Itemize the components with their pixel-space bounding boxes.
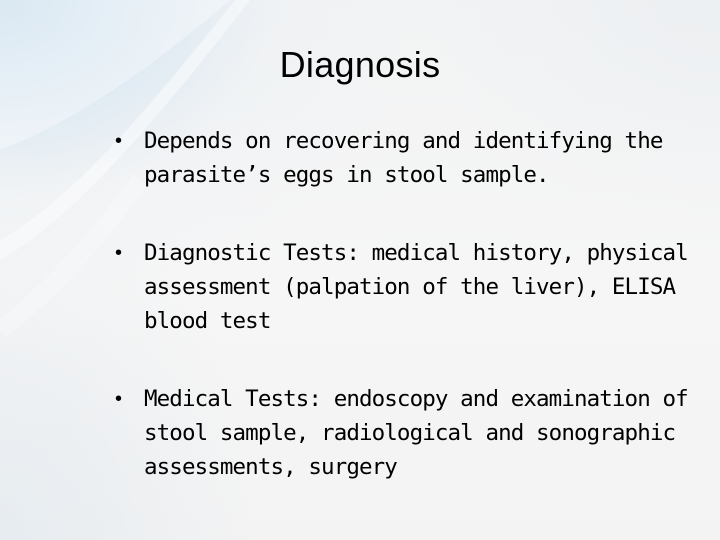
bullet-item bbox=[115, 124, 705, 192]
bullet-item bbox=[115, 382, 705, 484]
bullet-text: Medical Tests: endoscopy and examination of stool sample, radiological and sonographic assessments, surgery bbox=[144, 386, 688, 480]
bullet-item bbox=[115, 236, 705, 338]
slide-title: Diagnosis bbox=[279, 44, 441, 85]
bullet-text: Diagnostic Tests: medical history, physical assessment (palpation of the liver), ELISA blood test bbox=[144, 240, 688, 334]
bullet-dot: • bbox=[115, 388, 122, 410]
bullet-dot: • bbox=[115, 130, 122, 152]
bullet-text: Depends on recovering and identifying the parasite’s eggs in stool sample. bbox=[144, 128, 663, 188]
bullet-list bbox=[115, 124, 705, 484]
bullet-dot: • bbox=[115, 242, 122, 264]
